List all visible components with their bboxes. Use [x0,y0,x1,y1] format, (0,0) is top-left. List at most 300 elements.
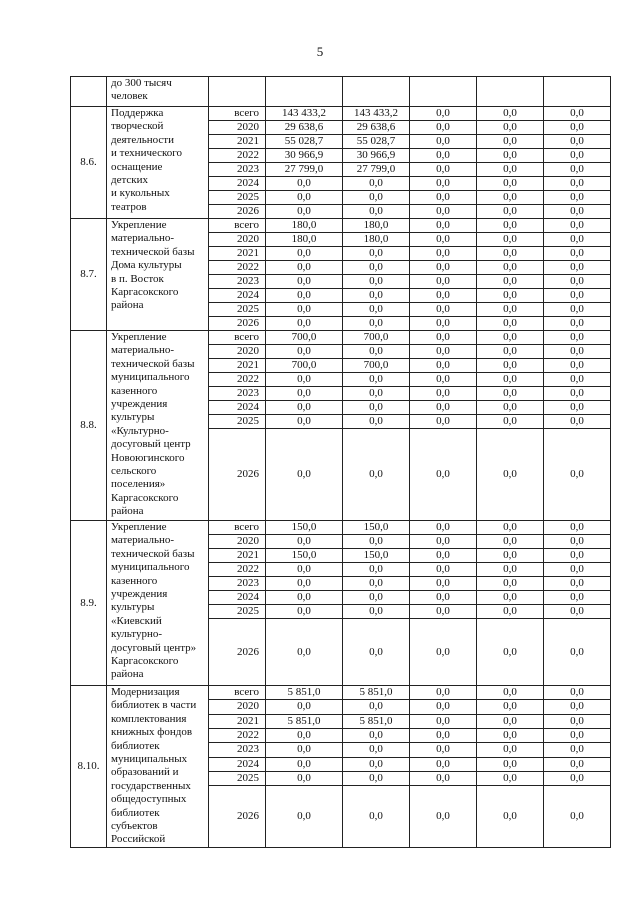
amount-cell: 0,0 [410,135,477,149]
amount-cell: 0,0 [544,331,611,345]
name-line: до 300 тысяч [111,77,172,89]
table-row [71,219,611,233]
section-number: 8.6. [71,107,107,219]
name-line: района [111,668,144,681]
amount-cell: 29 638,6 [266,121,343,135]
amount-cell: 0,0 [410,401,477,415]
empty-cell [266,77,343,107]
amount-cell: 0,0 [266,205,343,219]
name-line: Каргасокского [111,655,179,668]
amount-cell: 5 851,0 [266,686,343,700]
name-line: Поддержка [111,107,164,119]
name-line: библиотек [111,806,160,819]
amount-cell: 0,0 [544,429,611,521]
name-line: книжных фондов [111,726,193,739]
amount-cell: 0,0 [477,345,544,359]
name-line: Дома культуры [111,259,182,272]
amount-cell: 0,0 [544,219,611,233]
amount-cell: 0,0 [544,549,611,563]
name-line: сельского [111,465,157,478]
amount-cell: 0,0 [266,345,343,359]
amount-cell: 0,0 [544,401,611,415]
amount-cell: 700,0 [266,331,343,345]
amount-cell: 0,0 [343,177,410,191]
amount-cell: 143 433,2 [343,107,410,121]
amount-cell: 0,0 [544,771,611,785]
name-line: досуговый центр [111,438,191,451]
amount-cell: 5 851,0 [343,714,410,728]
amount-cell: 0,0 [544,743,611,757]
section-name [107,331,209,521]
name-line: муниципальных [111,753,188,766]
amount-cell: 0,0 [544,686,611,700]
amount-cell: 0,0 [343,261,410,275]
amount-cell: 0,0 [343,743,410,757]
year-cell: 2026 [209,317,266,331]
amount-cell: 0,0 [410,743,477,757]
amount-cell: 0,0 [477,429,544,521]
name-line: комплектования [111,712,187,725]
amount-cell: 0,0 [477,163,544,177]
amount-cell: 0,0 [544,757,611,771]
name-line: и кукольных [111,187,170,200]
amount-cell: 0,0 [544,247,611,261]
amount-cell: 0,0 [477,247,544,261]
year-cell: всего [209,331,266,345]
amount-cell: 0,0 [410,714,477,728]
amount-cell: 0,0 [544,359,611,373]
amount-cell: 0,0 [544,345,611,359]
name-line: оснащение [111,160,163,173]
amount-cell: 700,0 [343,359,410,373]
amount-cell: 55 028,7 [266,135,343,149]
empty-cell [477,77,544,107]
section-number: 8.7. [71,219,107,331]
year-cell: 2023 [209,275,266,289]
amount-cell: 0,0 [477,700,544,714]
amount-cell: 0,0 [544,177,611,191]
amount-cell: 0,0 [266,535,343,549]
year-cell: всего [209,686,266,700]
amount-cell: 0,0 [410,549,477,563]
name-line: культуры [111,601,155,614]
amount-cell: 0,0 [266,605,343,619]
name-line: библиотек в части [111,699,197,712]
amount-cell: 0,0 [477,563,544,577]
amount-cell: 0,0 [544,563,611,577]
amount-cell: 0,0 [477,121,544,135]
amount-cell: 0,0 [410,149,477,163]
amount-cell: 55 028,7 [343,135,410,149]
year-cell: 2022 [209,373,266,387]
amount-cell: 150,0 [343,549,410,563]
name-line: муниципального [111,561,190,574]
amount-cell: 0,0 [410,247,477,261]
amount-cell: 0,0 [266,373,343,387]
amount-cell: 0,0 [343,577,410,591]
name-line: человек [111,90,148,103]
amount-cell: 0,0 [410,219,477,233]
amount-cell: 0,0 [544,619,611,686]
amount-cell: 0,0 [266,289,343,303]
name-line: государственных [111,779,191,792]
amount-cell: 0,0 [477,401,544,415]
amount-cell: 0,0 [343,401,410,415]
year-cell: 2021 [209,359,266,373]
amount-cell: 700,0 [343,331,410,345]
year-cell: 2024 [209,289,266,303]
amount-cell: 0,0 [544,163,611,177]
name-line: учреждения [111,398,168,411]
name-line: муниципального [111,371,190,384]
amount-cell: 0,0 [410,728,477,742]
amount-cell: 0,0 [410,373,477,387]
amount-cell: 0,0 [410,177,477,191]
amount-cell: 0,0 [410,563,477,577]
amount-cell: 0,0 [410,591,477,605]
empty-cell [343,77,410,107]
amount-cell: 0,0 [266,591,343,605]
amount-cell: 0,0 [343,303,410,317]
amount-cell: 700,0 [266,359,343,373]
amount-cell: 0,0 [410,605,477,619]
year-cell: 2022 [209,149,266,163]
amount-cell: 0,0 [544,714,611,728]
section-name [107,521,209,686]
year-cell: 2023 [209,163,266,177]
amount-cell: 150,0 [266,549,343,563]
year-cell: 2025 [209,303,266,317]
amount-cell: 0,0 [343,757,410,771]
amount-cell: 0,0 [477,303,544,317]
amount-cell: 0,0 [410,786,477,848]
name-line: и технического [111,147,183,160]
name-line: района [111,299,144,312]
amount-cell: 0,0 [410,429,477,521]
amount-cell: 0,0 [544,121,611,135]
amount-cell: 0,0 [544,303,611,317]
name-line: учреждения [111,588,168,601]
year-cell: 2022 [209,563,266,577]
amount-cell: 0,0 [477,107,544,121]
table-row [71,107,611,121]
amount-cell: 30 966,9 [343,149,410,163]
year-cell: 2021 [209,247,266,261]
amount-cell: 30 966,9 [266,149,343,163]
section-name [107,219,209,331]
amount-cell: 0,0 [544,605,611,619]
amount-cell: 0,0 [343,563,410,577]
amount-cell: 0,0 [343,345,410,359]
amount-cell: 180,0 [266,233,343,247]
name-line: Новоюгинского [111,451,185,464]
amount-cell: 0,0 [544,591,611,605]
year-cell: всего [209,219,266,233]
amount-cell: 0,0 [477,261,544,275]
amount-cell: 0,0 [266,619,343,686]
name-line: Укрепление [111,521,167,533]
amount-cell: 0,0 [266,771,343,785]
name-line: образований и [111,766,179,779]
amount-cell: 0,0 [544,535,611,549]
name-line: казенного [111,574,158,587]
name-line: в п. Восток [111,272,164,285]
name-line: творческой [111,120,164,133]
year-cell: 2021 [209,714,266,728]
amount-cell: 0,0 [410,771,477,785]
year-cell: 2023 [209,387,266,401]
name-line: материально- [111,344,175,357]
amount-cell: 0,0 [544,317,611,331]
amount-cell: 0,0 [410,757,477,771]
amount-cell: 0,0 [477,331,544,345]
amount-cell: 0,0 [343,700,410,714]
amount-cell: 0,0 [410,387,477,401]
amount-cell: 0,0 [477,728,544,742]
year-cell: 2023 [209,743,266,757]
amount-cell: 0,0 [477,275,544,289]
amount-cell: 0,0 [477,549,544,563]
table-row [71,331,611,345]
page-number: 5 [316,44,324,59]
amount-cell: 0,0 [477,415,544,429]
amount-cell: 0,0 [477,359,544,373]
year-cell: всего [209,107,266,121]
amount-cell: 0,0 [343,771,410,785]
amount-cell: 0,0 [343,191,410,205]
amount-cell: 0,0 [477,233,544,247]
amount-cell: 0,0 [477,219,544,233]
amount-cell: 0,0 [410,107,477,121]
amount-cell: 0,0 [343,373,410,387]
amount-cell: 0,0 [544,521,611,535]
continuation-name-cell [107,77,209,107]
amount-cell: 0,0 [343,275,410,289]
name-line: досуговый центр» [111,641,197,654]
amount-cell: 0,0 [477,373,544,387]
amount-cell: 0,0 [266,700,343,714]
name-line: Модернизация [111,686,180,698]
year-cell: 2025 [209,191,266,205]
amount-cell: 0,0 [477,317,544,331]
name-line: технической базы [111,547,195,560]
name-line: культуры [111,411,155,424]
amount-cell: 0,0 [544,289,611,303]
amount-cell: 0,0 [410,121,477,135]
year-cell: 2026 [209,205,266,219]
amount-cell: 0,0 [410,331,477,345]
year-cell: 2022 [209,261,266,275]
amount-cell: 5 851,0 [266,714,343,728]
amount-cell: 0,0 [477,521,544,535]
year-cell: 2024 [209,591,266,605]
amount-cell: 0,0 [477,771,544,785]
amount-cell: 0,0 [343,317,410,331]
amount-cell: 0,0 [544,149,611,163]
amount-cell: 0,0 [343,205,410,219]
amount-cell: 0,0 [266,317,343,331]
amount-cell: 0,0 [410,415,477,429]
amount-cell: 0,0 [343,728,410,742]
amount-cell: 0,0 [266,415,343,429]
amount-cell: 0,0 [410,577,477,591]
amount-cell: 0,0 [544,233,611,247]
amount-cell: 0,0 [343,247,410,261]
amount-cell: 5 851,0 [343,686,410,700]
year-cell: 2025 [209,771,266,785]
empty-cell [544,77,611,107]
empty-cell [410,77,477,107]
amount-cell: 0,0 [410,163,477,177]
amount-cell: 0,0 [410,359,477,373]
year-cell: 2020 [209,535,266,549]
name-line: библиотек [111,739,160,752]
name-line: культурно- [111,628,163,641]
amount-cell: 0,0 [544,728,611,742]
amount-cell: 0,0 [266,577,343,591]
amount-cell: 0,0 [544,387,611,401]
name-line: технической базы [111,357,195,370]
amount-cell: 150,0 [343,521,410,535]
amount-cell: 0,0 [477,177,544,191]
amount-cell: 0,0 [343,415,410,429]
name-line: детских [111,174,149,187]
amount-cell: 0,0 [477,605,544,619]
section-number: 8.8. [71,331,107,521]
amount-cell: 0,0 [477,535,544,549]
amount-cell: 0,0 [266,247,343,261]
name-line: поселения» [111,478,166,491]
name-line: материально- [111,534,175,547]
year-cell: 2020 [209,700,266,714]
amount-cell: 0,0 [477,714,544,728]
year-cell: 2024 [209,401,266,415]
amount-cell: 0,0 [544,415,611,429]
amount-cell: 0,0 [266,401,343,415]
amount-cell: 0,0 [544,577,611,591]
amount-cell: 0,0 [343,619,410,686]
amount-cell: 0,0 [410,261,477,275]
name-line: «Киевский [111,614,162,627]
amount-cell: 180,0 [343,233,410,247]
budget-table [70,76,611,848]
amount-cell: 0,0 [266,743,343,757]
name-line: Укрепление [111,331,167,343]
amount-cell: 0,0 [477,205,544,219]
year-cell: 2023 [209,577,266,591]
amount-cell: 0,0 [343,429,410,521]
amount-cell: 0,0 [544,700,611,714]
amount-cell: 0,0 [544,205,611,219]
amount-cell: 0,0 [343,387,410,401]
section-name [107,686,209,848]
amount-cell: 0,0 [266,429,343,521]
section-name [107,107,209,219]
amount-cell: 0,0 [477,289,544,303]
name-line: района [111,505,144,518]
amount-cell: 0,0 [343,535,410,549]
amount-cell: 0,0 [544,135,611,149]
amount-cell: 0,0 [477,387,544,401]
amount-cell: 0,0 [343,605,410,619]
amount-cell: 0,0 [410,535,477,549]
amount-cell: 0,0 [477,191,544,205]
amount-cell: 0,0 [266,275,343,289]
year-cell: 2024 [209,757,266,771]
amount-cell: 0,0 [410,700,477,714]
amount-cell: 0,0 [410,345,477,359]
section-number: 8.9. [71,521,107,686]
year-cell: 2026 [209,619,266,686]
year-cell: 2026 [209,429,266,521]
year-cell: 2020 [209,345,266,359]
amount-cell: 0,0 [544,191,611,205]
amount-cell: 0,0 [544,275,611,289]
amount-cell: 0,0 [477,619,544,686]
name-line: Каргасокского [111,491,179,504]
table-row [71,521,611,535]
amount-cell: 0,0 [477,743,544,757]
continuation-number-cell [71,77,107,107]
name-line: технической базы [111,245,195,258]
amount-cell: 150,0 [266,521,343,535]
amount-cell: 180,0 [343,219,410,233]
amount-cell: 0,0 [266,303,343,317]
name-line: материально- [111,232,175,245]
amount-cell: 0,0 [266,757,343,771]
continuation-row [71,77,611,107]
amount-cell: 0,0 [477,149,544,163]
year-cell: 2026 [209,786,266,848]
table-row [71,686,611,700]
amount-cell: 0,0 [410,686,477,700]
amount-cell: 0,0 [343,289,410,303]
section-number: 8.10. [71,686,107,848]
amount-cell: 0,0 [266,191,343,205]
year-cell: всего [209,521,266,535]
amount-cell: 27 799,0 [266,163,343,177]
amount-cell: 0,0 [477,786,544,848]
name-line: «Культурно- [111,424,169,437]
amount-cell: 0,0 [477,757,544,771]
amount-cell: 0,0 [477,591,544,605]
amount-cell: 0,0 [410,317,477,331]
amount-cell: 0,0 [410,289,477,303]
amount-cell: 0,0 [410,205,477,219]
name-line: театров [111,200,147,213]
amount-cell: 0,0 [477,686,544,700]
amount-cell: 0,0 [266,177,343,191]
name-line: субъектов [111,820,158,833]
amount-cell: 0,0 [477,135,544,149]
year-cell: 2021 [209,549,266,563]
amount-cell: 0,0 [544,261,611,275]
amount-cell: 29 638,6 [343,121,410,135]
amount-cell: 0,0 [266,786,343,848]
name-line: казенного [111,384,158,397]
year-cell: 2022 [209,728,266,742]
amount-cell: 180,0 [266,219,343,233]
amount-cell: 27 799,0 [343,163,410,177]
amount-cell: 0,0 [410,521,477,535]
empty-cell [209,77,266,107]
amount-cell: 0,0 [410,303,477,317]
amount-cell: 0,0 [544,107,611,121]
amount-cell: 0,0 [266,387,343,401]
year-cell: 2020 [209,121,266,135]
name-line: деятельности [111,133,174,146]
name-line: Российской [111,833,166,846]
